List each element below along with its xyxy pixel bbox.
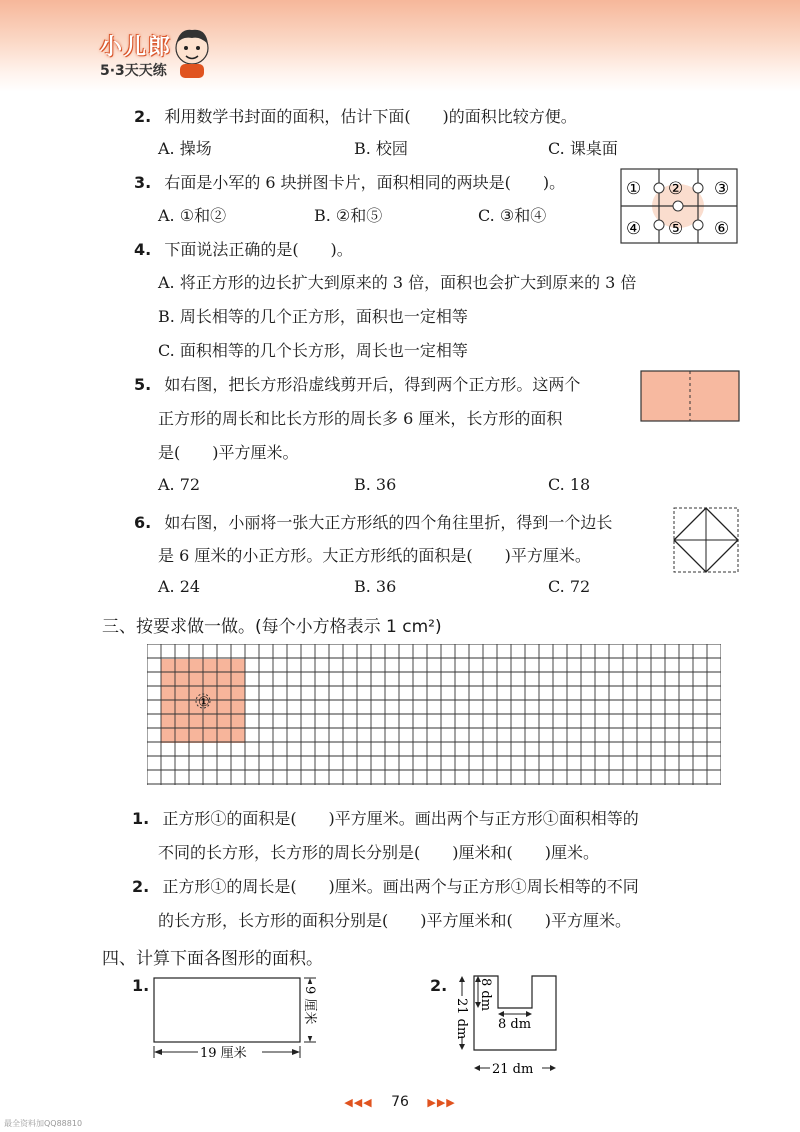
statement-c: C. 面积相等的几个长方形，周长也一定相等 bbox=[158, 341, 468, 360]
puzzle-label-3: ③ bbox=[714, 179, 730, 199]
question-text: 利用数学书封面的面积，估计下面( )的面积比较方便。 bbox=[164, 107, 577, 126]
task-text-line1: 正方形①的面积是( )平方厘米。画出两个与正方形①面积相等的 bbox=[162, 809, 639, 828]
task-number: 2. bbox=[132, 877, 150, 896]
puzzle-figure bbox=[620, 168, 738, 244]
width-label: 19 厘米 bbox=[200, 1046, 247, 1061]
option-b: B. 36 bbox=[354, 475, 397, 494]
puzzle-label-5: ⑤ bbox=[668, 219, 684, 239]
figure-2-number: 2. bbox=[430, 976, 448, 995]
brand-logo: 小儿郎 bbox=[100, 35, 173, 60]
task-text-line1: 正方形①的周长是( )厘米。画出两个与正方形①周长相等的不同 bbox=[162, 877, 639, 896]
label-21dm-bottom: 21 dm bbox=[492, 1062, 534, 1077]
question-4 bbox=[134, 237, 353, 260]
option-c: C. ③和④ bbox=[478, 206, 547, 225]
task-1 bbox=[132, 806, 639, 829]
task-number: 1. bbox=[132, 809, 150, 828]
question-number: 5. bbox=[134, 375, 152, 394]
task-text-line2: 的长方形，长方形的面积分别是( )平方厘米和( )平方厘米。 bbox=[158, 911, 631, 930]
question-text: 下面说法正确的是( )。 bbox=[164, 240, 353, 259]
question-text-line2: 是 6 厘米的小正方形。大正方形纸的面积是( )平方厘米。 bbox=[158, 546, 591, 565]
option-a: A. 操场 bbox=[158, 139, 212, 158]
question-6 bbox=[134, 510, 612, 533]
question-5 bbox=[134, 372, 580, 395]
question-text: 右面是小军的 6 块拼图卡片，面积相同的两块是( )。 bbox=[164, 173, 566, 192]
folded-square-figure bbox=[672, 506, 740, 574]
task-2 bbox=[132, 874, 639, 897]
question-number: 2. bbox=[134, 107, 152, 126]
question-text-line3: 是( )平方厘米。 bbox=[158, 443, 299, 462]
prev-arrows-icon: ◀◀◀ bbox=[344, 1096, 373, 1109]
height-label: 9 厘米 bbox=[302, 986, 317, 1025]
question-number: 4. bbox=[134, 240, 152, 259]
puzzle-label-4: ④ bbox=[626, 219, 642, 239]
question-2 bbox=[134, 104, 577, 127]
puzzle-label-2: ② bbox=[668, 179, 684, 199]
puzzle-label-6: ⑥ bbox=[714, 219, 730, 239]
grid-square-label: ① bbox=[198, 695, 210, 710]
question-number: 6. bbox=[134, 513, 152, 532]
figure-1-number: 1. bbox=[132, 976, 150, 995]
puzzle-label-1: ① bbox=[626, 179, 642, 199]
option-c: C. 72 bbox=[548, 577, 591, 596]
figure-1-rectangle bbox=[150, 974, 330, 1066]
option-b: B. 校园 bbox=[354, 139, 408, 158]
option-c: C. 课桌面 bbox=[548, 139, 618, 158]
section-4-title: 四、计算下面各图形的面积。 bbox=[102, 949, 323, 969]
option-c: C. 18 bbox=[548, 475, 591, 494]
question-3 bbox=[134, 170, 565, 193]
label-8dm-horizontal: 8 dm bbox=[498, 1017, 532, 1032]
question-text-line1: 如右图，把长方形沿虚线剪开后，得到两个正方形。这两个 bbox=[164, 375, 581, 394]
question-text-line2: 正方形的周长和比长方形的周长多 6 厘米，长方形的面积 bbox=[158, 409, 563, 428]
statement-a: A. 将正方形的边长扩大到原来的 3 倍，面积也会扩大到原来的 3 倍 bbox=[158, 273, 637, 292]
figure-2-shape bbox=[450, 968, 570, 1080]
question-text-line1: 如右图，小丽将一张大正方形纸的四个角往里折，得到一个边长 bbox=[164, 513, 613, 532]
page-footer bbox=[0, 1094, 800, 1110]
square-grid bbox=[147, 644, 721, 792]
mascot-icon bbox=[170, 26, 214, 80]
next-arrows-icon: ▶▶▶ bbox=[427, 1096, 456, 1109]
statement-b: B. 周长相等的几个正方形，面积也一定相等 bbox=[158, 307, 468, 326]
option-b: B. ②和⑤ bbox=[314, 206, 383, 225]
task-text-line2: 不同的长方形，长方形的周长分别是( )厘米和( )厘米。 bbox=[158, 843, 599, 862]
section-3-title: 三、按要求做一做。(每个小方格表示 1 cm²) bbox=[102, 617, 442, 637]
watermark-text: 最全资料加QQ88810 bbox=[4, 1119, 83, 1128]
option-a: A. 72 bbox=[158, 475, 201, 494]
option-b: B. 36 bbox=[354, 577, 397, 596]
brand-subtitle: 5·3天天练 bbox=[100, 63, 167, 79]
option-a: A. 24 bbox=[158, 577, 201, 596]
page-number: 76 bbox=[391, 1094, 409, 1110]
label-8dm-vertical: 8 dm bbox=[478, 978, 493, 1012]
option-a: A. ①和② bbox=[158, 206, 227, 225]
rectangle-figure bbox=[640, 370, 740, 422]
question-number: 3. bbox=[134, 173, 152, 192]
label-21dm-left: 21 dm bbox=[454, 998, 469, 1040]
